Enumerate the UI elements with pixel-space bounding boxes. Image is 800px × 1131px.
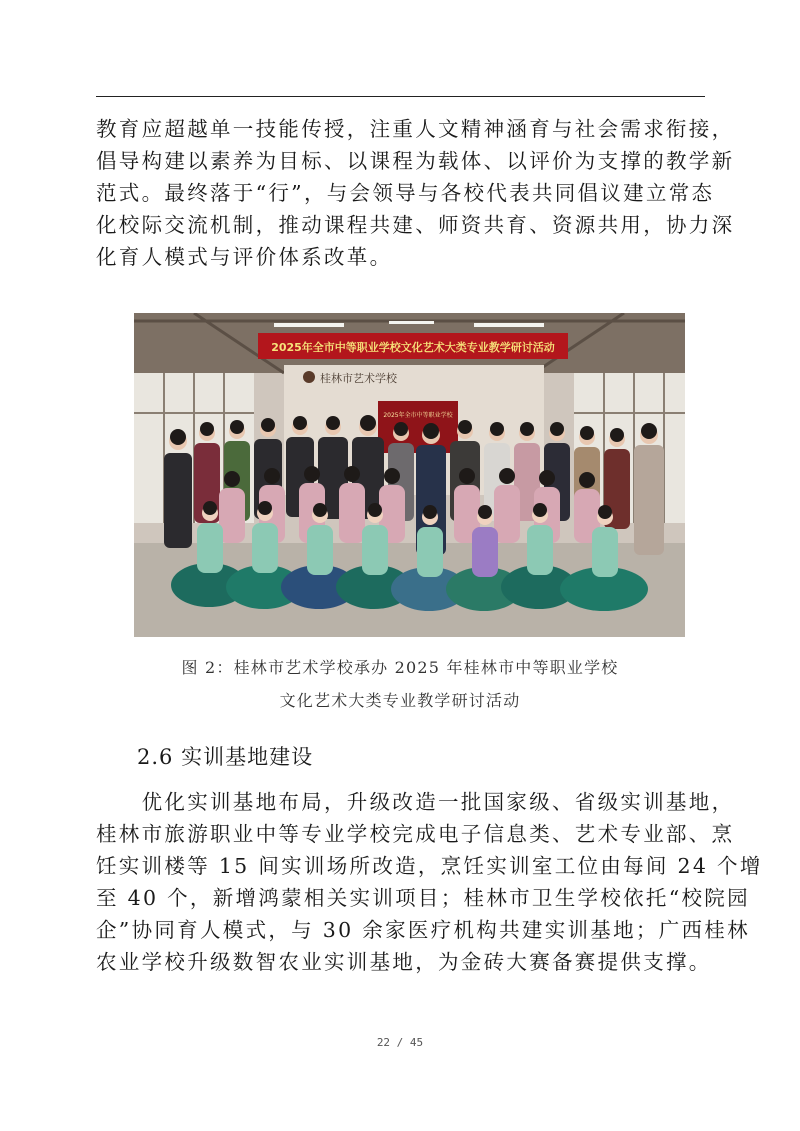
figure-caption-line-1: 图 2：桂林市艺术学校承办 2025 年桂林市中等职业学校 — [181, 658, 619, 677]
text-line: 教育应超越单一技能传授，注重人文精神涵育与社会需求衔接， — [96, 117, 735, 141]
figure-caption-line-2: 文化艺术大类专业教学研讨活动 — [279, 691, 521, 710]
paragraph-bottom — [96, 786, 763, 978]
text-line: 农业学校升级数智农业实训基地，为金砖大赛备赛提供支撑。 — [96, 950, 712, 974]
paragraph-top — [96, 113, 735, 273]
text-line: 企”协同育人模式，与 30 余家医疗机构共建实训基地；广西桂林 — [96, 918, 750, 942]
text-line: 化育人模式与评价体系改革。 — [96, 245, 393, 269]
text-line: 至 40 个，新增鸿蒙相关实训项目；桂林市卫生学校依托“校院园 — [96, 886, 750, 910]
text-line: 饪实训楼等 15 间实训场所改造，烹饪实训室工位由每间 24 个增 — [96, 854, 763, 878]
text-line: 范式。最终落于“行”，与会领导与各校代表共同倡议建立常态 — [96, 181, 715, 205]
header-rule — [96, 96, 705, 97]
group-photo — [134, 313, 685, 637]
text-line: 优化实训基地布局，升级改造一批国家级、省级实训基地， — [96, 790, 735, 814]
text-line: 倡导构建以素养为目标、以课程为载体、以评价为支撑的教学新 — [96, 149, 735, 173]
screen-text: 2025年全市中等职业学校 — [383, 412, 453, 419]
text-line: 化校际交流机制，推动课程共建、师资共育、资源共用，协力深 — [96, 213, 735, 237]
text-line: 桂林市旅游职业中等专业学校完成电子信息类、艺术专业部、烹 — [96, 822, 735, 846]
banner-text: 2025年全市中等职业学校文化艺术大类专业教学研讨活动 — [271, 341, 555, 354]
wall-sign-text: 桂林市艺术学校 — [320, 372, 397, 385]
section-heading: 2.6 实训基地建设 — [137, 745, 314, 769]
page-number: 22 / 45 — [376, 1036, 424, 1049]
